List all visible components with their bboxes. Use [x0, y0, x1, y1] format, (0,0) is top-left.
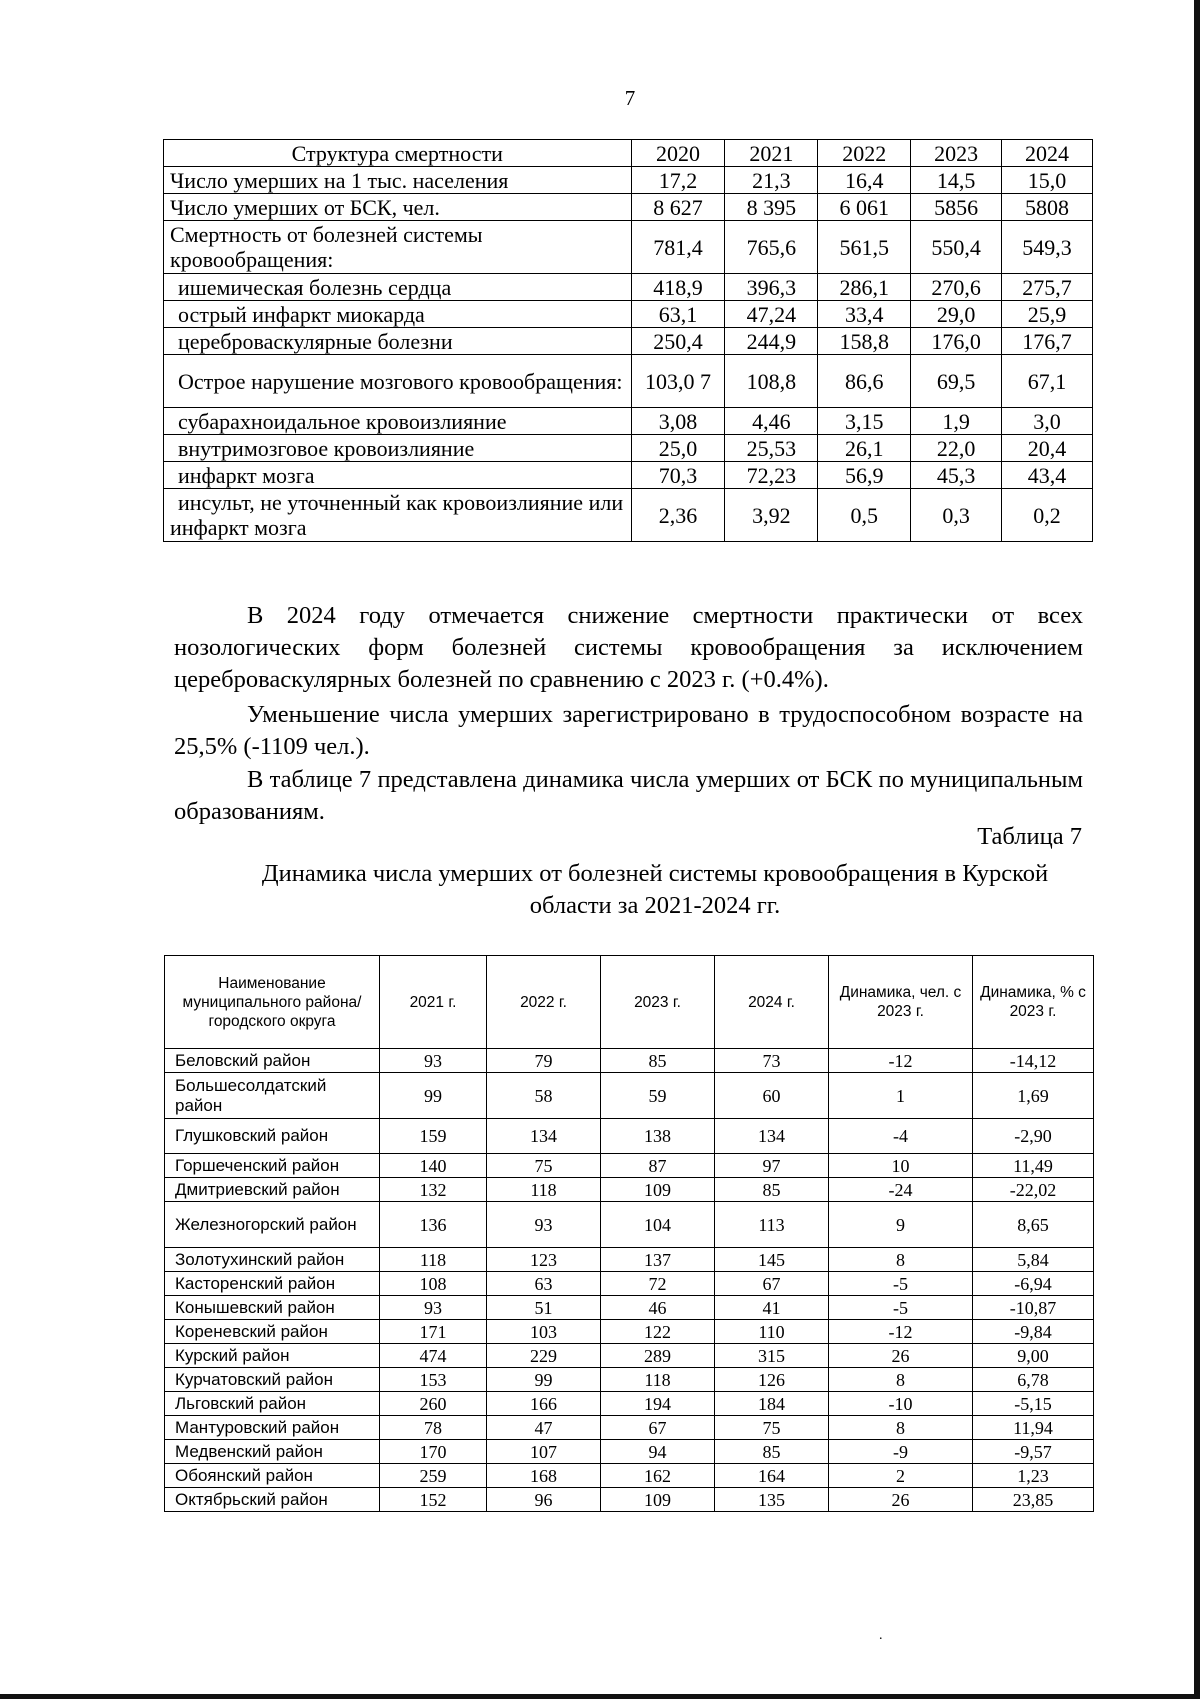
table-label: Таблица 7	[977, 823, 1082, 850]
table1-value: 103,0 7	[631, 355, 725, 408]
table1-header-year: 2022	[818, 140, 911, 167]
table1-value: 244,9	[725, 328, 818, 355]
table1-value: 781,4	[631, 221, 725, 274]
table2-value: 109	[601, 1488, 715, 1512]
table2-value: -10	[829, 1392, 973, 1416]
table2-district-name: Глушковский район	[165, 1119, 380, 1154]
table2-value: 8	[829, 1416, 973, 1440]
table2-row	[165, 1202, 1094, 1248]
table1-row	[164, 301, 1093, 328]
table1-value: 72,23	[725, 462, 818, 489]
table2-value: 11,94	[973, 1416, 1094, 1440]
table2-value: 136	[380, 1202, 487, 1248]
table1-header-year: 2024	[1002, 140, 1093, 167]
table1-value: 6 061	[818, 194, 911, 221]
table2-district-name: Горшеченский район	[165, 1154, 380, 1178]
table2-value: 97	[715, 1154, 829, 1178]
table2-row	[165, 1344, 1094, 1368]
table2-value: 171	[380, 1320, 487, 1344]
table1-value: 4,46	[725, 408, 818, 435]
table2-district-name: Льговский район	[165, 1392, 380, 1416]
page-number: 7	[624, 86, 636, 110]
table1-value: 1,9	[911, 408, 1002, 435]
table1-value: 3,92	[725, 489, 818, 542]
table1-row	[164, 435, 1093, 462]
table1-row-label: внутримозговое кровоизлияние	[164, 435, 632, 462]
table1-value: 286,1	[818, 274, 911, 301]
table2-value: 99	[380, 1073, 487, 1119]
table1-value: 275,7	[1002, 274, 1093, 301]
table2-value: -12	[829, 1049, 973, 1073]
paragraph-2: Уменьшение числа умерших зарегистрировано в трудоспособном возрасте на 25,5% (-1109 чел.).	[174, 701, 1083, 760]
table2-value: 87	[601, 1154, 715, 1178]
table1-value: 270,6	[911, 274, 1002, 301]
table1-row	[164, 167, 1093, 194]
table2-value: 104	[601, 1202, 715, 1248]
table1-row	[164, 408, 1093, 435]
table2-value: -10,87	[973, 1296, 1094, 1320]
table2-value: 126	[715, 1368, 829, 1392]
table2-row	[165, 1119, 1094, 1154]
table2-value: 135	[715, 1488, 829, 1512]
table2-value: 51	[487, 1296, 601, 1320]
table2-value: 107	[487, 1440, 601, 1464]
table2-value: -5	[829, 1296, 973, 1320]
table2-value: 93	[487, 1202, 601, 1248]
table2-value: 113	[715, 1202, 829, 1248]
table2-value: -9,57	[973, 1440, 1094, 1464]
table2-value: 166	[487, 1392, 601, 1416]
paragraph-working-age	[174, 699, 1083, 763]
table1-row-label: Число умерших на 1 тыс. населения	[164, 167, 632, 194]
table1-value: 26,1	[818, 435, 911, 462]
table1-value: 43,4	[1002, 462, 1093, 489]
table2-row	[165, 1320, 1094, 1344]
table2-row	[165, 1248, 1094, 1272]
table2-value: 118	[601, 1368, 715, 1392]
table2-value: 122	[601, 1320, 715, 1344]
table1-value: 0,5	[818, 489, 911, 542]
table2-value: 123	[487, 1248, 601, 1272]
table2-header-cell: 2024 г.	[715, 956, 829, 1049]
table2-district-name: Золотухинский район	[165, 1248, 380, 1272]
table2-value: -12	[829, 1320, 973, 1344]
table2-value: 72	[601, 1272, 715, 1296]
table1-row-label: ишемическая болезнь сердца	[164, 274, 632, 301]
table2-row	[165, 1416, 1094, 1440]
table1-row-label: инсульт, не уточненный как кровоизлияние или инфаркт мозга	[164, 489, 632, 542]
table2-value: 109	[601, 1178, 715, 1202]
scan-edge-bottom	[0, 1694, 1200, 1699]
paragraph-1: В 2024 году отмечается снижение смертности практически от всех нозологических форм болезней системы кровообращения за исключением цереброваскулярных болезней по сравнению с 2023 г. (+0.4%).	[174, 602, 1083, 693]
table1-value: 25,9	[1002, 301, 1093, 328]
table1-value: 176,7	[1002, 328, 1093, 355]
table1-value: 0,2	[1002, 489, 1093, 542]
table2-row	[165, 1440, 1094, 1464]
table1-row-label: Число умерших от БСК, чел.	[164, 194, 632, 221]
table1-row-label: острый инфаркт миокарда	[164, 301, 632, 328]
table1-row	[164, 462, 1093, 489]
table1-value: 3,15	[818, 408, 911, 435]
table2-header-cell: 2023 г.	[601, 956, 715, 1049]
table2-row	[165, 1488, 1094, 1512]
table1-row	[164, 328, 1093, 355]
table2-value: -14,12	[973, 1049, 1094, 1073]
table1-value: 3,08	[631, 408, 725, 435]
table1-value: 69,5	[911, 355, 1002, 408]
table2-district-name: Конышевский район	[165, 1296, 380, 1320]
table2-value: 1	[829, 1073, 973, 1119]
table1-row	[164, 355, 1093, 408]
table2-header-row	[165, 956, 1094, 1049]
table2-value: 162	[601, 1464, 715, 1488]
municipal-dynamics-table	[164, 955, 1094, 1512]
table1-value: 25,53	[725, 435, 818, 462]
table2-value: 170	[380, 1440, 487, 1464]
table2-value: 152	[380, 1488, 487, 1512]
table2-value: 108	[380, 1272, 487, 1296]
table2-value: 5,84	[973, 1248, 1094, 1272]
table2-value: 110	[715, 1320, 829, 1344]
scan-speck: .	[879, 1628, 883, 1643]
table2-row	[165, 1296, 1094, 1320]
table2-value: -2,90	[973, 1119, 1094, 1154]
table2-header-cell: Динамика, % с 2023 г.	[973, 956, 1094, 1049]
table2-value: 26	[829, 1344, 973, 1368]
table2-header-cell: 2022 г.	[487, 956, 601, 1049]
table2-value: 6,78	[973, 1368, 1094, 1392]
table2-value: 47	[487, 1416, 601, 1440]
table-title: Динамика числа умерших от болезней системы кровообращения в Курской области за 2021-2024 гг.	[261, 860, 1049, 919]
table1-header-year: 2023	[911, 140, 1002, 167]
table1-value: 67,1	[1002, 355, 1093, 408]
table1-value: 47,24	[725, 301, 818, 328]
table2-value: 259	[380, 1464, 487, 1488]
table2-district-name: Дмитриевский район	[165, 1178, 380, 1202]
table2-header-cell: 2021 г.	[380, 956, 487, 1049]
table1-value: 21,3	[725, 167, 818, 194]
table2-value: 85	[601, 1049, 715, 1073]
table1-value: 2,36	[631, 489, 725, 542]
table1-value: 33,4	[818, 301, 911, 328]
table1-value: 14,5	[911, 167, 1002, 194]
table1-row	[164, 489, 1093, 542]
table2-value: -6,94	[973, 1272, 1094, 1296]
table2-value: 118	[380, 1248, 487, 1272]
table2-value: 94	[601, 1440, 715, 1464]
table2-district-name: Октябрьский район	[165, 1488, 380, 1512]
table2-value: 75	[715, 1416, 829, 1440]
table1-value: 549,3	[1002, 221, 1093, 274]
table1-value: 176,0	[911, 328, 1002, 355]
table2-value: -5	[829, 1272, 973, 1296]
table1-value: 25,0	[631, 435, 725, 462]
table1-value: 765,6	[725, 221, 818, 274]
table1-value: 158,8	[818, 328, 911, 355]
table2-value: 60	[715, 1073, 829, 1119]
table2-value: 1,69	[973, 1073, 1094, 1119]
table1-value: 29,0	[911, 301, 1002, 328]
table2-district-name: Мантуровский район	[165, 1416, 380, 1440]
table2-value: 78	[380, 1416, 487, 1440]
table1-value: 0,3	[911, 489, 1002, 542]
table2-value: 46	[601, 1296, 715, 1320]
table2-header-cell: Наименование муниципального района/ городского округа	[165, 956, 380, 1049]
table1-value: 63,1	[631, 301, 725, 328]
table2-value: 73	[715, 1049, 829, 1073]
table2-value: 85	[715, 1440, 829, 1464]
table2-value: 2	[829, 1464, 973, 1488]
table1-value: 108,8	[725, 355, 818, 408]
table2-value: 41	[715, 1296, 829, 1320]
table1-value: 250,4	[631, 328, 725, 355]
table2-value: 67	[601, 1416, 715, 1440]
table1-value: 20,4	[1002, 435, 1093, 462]
table2-value: 8	[829, 1248, 973, 1272]
table2-value: 9,00	[973, 1344, 1094, 1368]
table2-value: 26	[829, 1488, 973, 1512]
table2-value: 1,23	[973, 1464, 1094, 1488]
table2-district-name: Курский район	[165, 1344, 380, 1368]
table1-value: 16,4	[818, 167, 911, 194]
table2-value: -9,84	[973, 1320, 1094, 1344]
table1-row	[164, 221, 1093, 274]
table2-value: -22,02	[973, 1178, 1094, 1202]
table2-value: 184	[715, 1392, 829, 1416]
table2-value: 153	[380, 1368, 487, 1392]
table2-value: 99	[487, 1368, 601, 1392]
table2-value: 93	[380, 1049, 487, 1073]
table1-row-label: цереброваскулярные болезни	[164, 328, 632, 355]
table2-value: 134	[715, 1119, 829, 1154]
table1-value: 86,6	[818, 355, 911, 408]
table2-value: 289	[601, 1344, 715, 1368]
table1-row-label: Острое нарушение мозгового кровообращения:	[164, 355, 632, 408]
table2-value: 10	[829, 1154, 973, 1178]
scan-edge-right	[1194, 0, 1200, 1699]
table1-row-label: Смертность от болезней системы кровообращения:	[164, 221, 632, 274]
table1-row	[164, 194, 1093, 221]
table2-value: 138	[601, 1119, 715, 1154]
table2-value: 145	[715, 1248, 829, 1272]
table1-value: 3,0	[1002, 408, 1093, 435]
table1-row-label: субарахноидальное кровоизлияние	[164, 408, 632, 435]
table2-value: -4	[829, 1119, 973, 1154]
table2-row	[165, 1154, 1094, 1178]
table2-value: 23,85	[973, 1488, 1094, 1512]
table2-district-name: Большесолдатский район	[165, 1073, 380, 1119]
table2-value: 134	[487, 1119, 601, 1154]
table1-row	[164, 274, 1093, 301]
table1-value: 15,0	[1002, 167, 1093, 194]
table1-value: 550,4	[911, 221, 1002, 274]
table2-value: 315	[715, 1344, 829, 1368]
table2-value: -9	[829, 1440, 973, 1464]
table2-value: 58	[487, 1073, 601, 1119]
table2-district-name: Касторенский район	[165, 1272, 380, 1296]
table2-value: 59	[601, 1073, 715, 1119]
table1-value: 17,2	[631, 167, 725, 194]
table2-district-name: Кореневский район	[165, 1320, 380, 1344]
table2-district-name: Железногорский район	[165, 1202, 380, 1248]
table2-row	[165, 1178, 1094, 1202]
table2-value: 159	[380, 1119, 487, 1154]
table2-row	[165, 1464, 1094, 1488]
table2-value: 103	[487, 1320, 601, 1344]
table2-value: 67	[715, 1272, 829, 1296]
table2-value: 8	[829, 1368, 973, 1392]
table2-row	[165, 1392, 1094, 1416]
table1-value: 70,3	[631, 462, 725, 489]
paragraph-table-ref	[174, 764, 1083, 828]
table2-value: 168	[487, 1464, 601, 1488]
table2-value: 75	[487, 1154, 601, 1178]
table2-value: 9	[829, 1202, 973, 1248]
table1-header-year: 2020	[631, 140, 725, 167]
table2-row	[165, 1272, 1094, 1296]
table2-value: 137	[601, 1248, 715, 1272]
table2-district-name: Медвенский район	[165, 1440, 380, 1464]
table2-row	[165, 1049, 1094, 1073]
table1-value: 5808	[1002, 194, 1093, 221]
table2-value: 474	[380, 1344, 487, 1368]
table2-value: 8,65	[973, 1202, 1094, 1248]
table2-value: 96	[487, 1488, 601, 1512]
table1-value: 8 395	[725, 194, 818, 221]
table2-value: 140	[380, 1154, 487, 1178]
table1-value: 22,0	[911, 435, 1002, 462]
table2-value: 260	[380, 1392, 487, 1416]
table1-header-year: 2021	[725, 140, 818, 167]
table2-value: 79	[487, 1049, 601, 1073]
table1-value: 45,3	[911, 462, 1002, 489]
table2-value: 85	[715, 1178, 829, 1202]
table2-row	[165, 1073, 1094, 1119]
table2-value: 11,49	[973, 1154, 1094, 1178]
paragraph-3: В таблице 7 представлена динамика числа умерших от БСК по муниципальным образованиям.	[174, 766, 1083, 825]
table1-value: 56,9	[818, 462, 911, 489]
table2-value: 93	[380, 1296, 487, 1320]
table2-value: -24	[829, 1178, 973, 1202]
table1-header-title: Структура смертности	[164, 140, 632, 167]
table1-value: 396,3	[725, 274, 818, 301]
table1-value: 418,9	[631, 274, 725, 301]
table2-district-name: Курчатовский район	[165, 1368, 380, 1392]
table1-header-row	[164, 140, 1093, 167]
table1-value: 8 627	[631, 194, 725, 221]
table1-value: 5856	[911, 194, 1002, 221]
table2-district-name: Обоянский район	[165, 1464, 380, 1488]
table2-value: 118	[487, 1178, 601, 1202]
table2-district-name: Беловский район	[165, 1049, 380, 1073]
paragraph-mortality-decline	[174, 600, 1083, 696]
table1-value: 561,5	[818, 221, 911, 274]
table2-value: 132	[380, 1178, 487, 1202]
table2-value: 194	[601, 1392, 715, 1416]
table1-row-label: инфаркт мозга	[164, 462, 632, 489]
table2-value: 229	[487, 1344, 601, 1368]
table2-value: 164	[715, 1464, 829, 1488]
mortality-structure-table	[163, 139, 1093, 542]
table2-row	[165, 1368, 1094, 1392]
table2-value: -5,15	[973, 1392, 1094, 1416]
table2-value: 63	[487, 1272, 601, 1296]
table2-header-cell: Динамика, чел. с 2023 г.	[829, 956, 973, 1049]
